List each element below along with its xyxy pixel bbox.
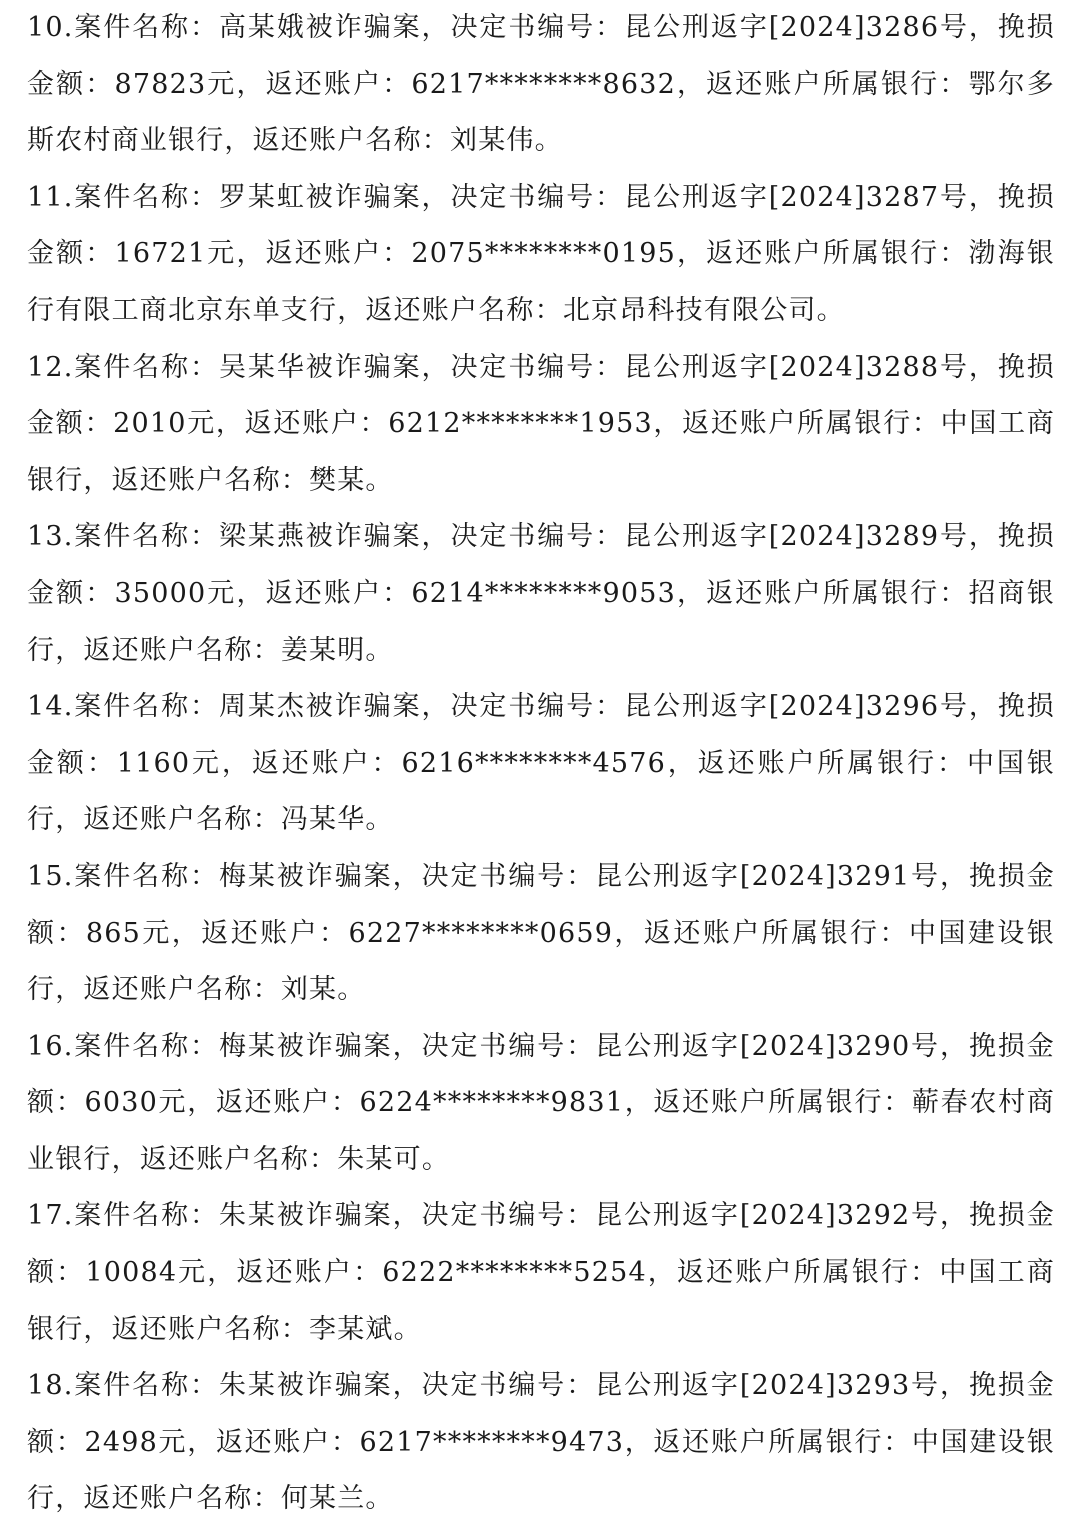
- case-name: 罗某虹被诈骗案，: [218, 181, 451, 213]
- account-label: 返还账户：: [215, 1426, 360, 1458]
- account-number: 2075********0195，: [411, 238, 707, 270]
- entry-number: 15.: [27, 860, 74, 892]
- case-label: 案件名称：: [73, 691, 219, 723]
- account-label: 返还账户：: [265, 68, 412, 100]
- bank-label: 返还账户所属银行：: [706, 68, 969, 100]
- entry-15: [27, 849, 1055, 1019]
- case-name: 高某娥被诈骗案，: [218, 12, 451, 43]
- bank-label: 返还账户所属银行：: [653, 1087, 912, 1119]
- case-label: 案件名称：: [73, 1370, 219, 1402]
- account-number: 6217********9473，: [359, 1426, 654, 1458]
- account-number: 6216********4576，: [401, 747, 698, 779]
- account-number: 6222********5254，: [382, 1257, 677, 1289]
- account-number: 6214********9053，: [411, 577, 707, 609]
- amount-label: 挽损金额：: [27, 1370, 1056, 1458]
- case-label: 案件名称：: [73, 351, 219, 383]
- case-label: 案件名称：: [73, 521, 219, 553]
- bank-name: 中国银行，: [27, 747, 1056, 836]
- holder-label: 返还账户名称：: [83, 804, 281, 836]
- holder-name: 北京昂科技有限公司。: [562, 294, 845, 326]
- case-name: 朱某被诈骗案，: [218, 1200, 422, 1232]
- case-name: 周某杰被诈骗案，: [218, 691, 451, 723]
- amount-value: 87823元，: [114, 68, 266, 100]
- bank-name: 鄂尔多斯农村商业银行，: [27, 68, 1056, 157]
- amount-label: 挽损金额：: [27, 1200, 1056, 1289]
- bank-name: 中国建设银行，: [27, 1426, 1056, 1515]
- case-name: 朱某被诈骗案，: [218, 1370, 422, 1402]
- case-label: 案件名称：: [73, 12, 219, 43]
- holder-label: 返还账户名称：: [83, 974, 281, 1006]
- bank-name: 招商银行，: [27, 577, 1056, 666]
- entry-number: 16.: [27, 1030, 74, 1062]
- amount-label: 挽损金额：: [27, 521, 1055, 609]
- account-number: 6227********0659，: [348, 917, 644, 949]
- entry-14: [27, 679, 1055, 849]
- account-label: 返还账户：: [265, 577, 412, 609]
- account-number: 6224********9831，: [359, 1087, 654, 1119]
- bank-label: 返还账户所属银行：: [653, 1426, 912, 1458]
- bank-label: 返还账户所属银行：: [643, 917, 909, 949]
- decision-number: 昆公刑返字[2024]3288号，: [624, 351, 998, 383]
- bank-name: 中国工商银行，: [27, 408, 1056, 496]
- entry-number: 11.: [27, 181, 74, 213]
- bank-name: 中国建设银行，: [27, 917, 1055, 1006]
- decision-label: 决定书编号：: [421, 1370, 596, 1402]
- decision-number: 昆公刑返字[2024]3292号，: [595, 1200, 969, 1232]
- account-label: 返还账户：: [215, 1087, 360, 1119]
- holder-name: 樊某。: [309, 464, 394, 496]
- amount-label: 挽损金额：: [27, 351, 1055, 440]
- account-label: 返还账户：: [251, 747, 402, 779]
- holder-label: 返还账户名称：: [83, 634, 281, 666]
- entry-17: [27, 1188, 1055, 1358]
- entry-11: [27, 170, 1055, 340]
- account-label: 返还账户：: [201, 917, 349, 949]
- amount-label: 挽损金额：: [27, 860, 1056, 949]
- account-number: 6212********1953，: [388, 408, 683, 440]
- decision-number: 昆公刑返字[2024]3287号，: [624, 181, 998, 213]
- bank-label: 返还账户所属银行：: [697, 747, 967, 779]
- account-number: 6217********8632，: [411, 68, 707, 100]
- amount-label: 挽损金额：: [27, 691, 1055, 779]
- decision-label: 决定书编号：: [450, 691, 625, 723]
- case-label: 案件名称：: [73, 1030, 219, 1062]
- amount-label: 挽损金额：: [27, 1030, 1056, 1119]
- amount-value: 865元，: [85, 917, 202, 949]
- account-label: 返还账户：: [236, 1257, 383, 1289]
- entry-18: [27, 1358, 1055, 1528]
- amount-value: 1160元，: [116, 747, 252, 779]
- decision-label: 决定书编号：: [450, 12, 625, 43]
- bank-label: 返还账户所属银行：: [706, 238, 969, 270]
- decision-label: 决定书编号：: [421, 860, 596, 892]
- amount-label: 挽损金额：: [27, 181, 1055, 270]
- bank-name: 中国工商银行，: [27, 1257, 1055, 1345]
- account-label: 返还账户：: [265, 238, 412, 270]
- amount-value: 2498元，: [84, 1426, 216, 1458]
- amount-value: 10084元，: [85, 1257, 237, 1289]
- holder-label: 返还账户名称：: [83, 1483, 281, 1515]
- entry-number: 10.: [27, 12, 74, 43]
- holder-label: 返还账户名称：: [365, 294, 563, 326]
- holder-label: 返还账户名称：: [111, 464, 310, 496]
- amount-value: 35000元，: [114, 577, 266, 609]
- entry-number: 18.: [27, 1370, 74, 1402]
- bank-label: 返还账户所属银行：: [676, 1257, 940, 1289]
- decision-number: 昆公刑返字[2024]3291号，: [595, 860, 969, 892]
- case-name: 吴某华被诈骗案，: [218, 351, 451, 383]
- account-label: 返还账户：: [244, 408, 389, 440]
- entry-number: 12.: [27, 351, 74, 383]
- decision-number: 昆公刑返字[2024]3289号，: [624, 521, 998, 553]
- holder-label: 返还账户名称：: [139, 1143, 338, 1175]
- decision-number: 昆公刑返字[2024]3296号，: [624, 691, 998, 723]
- holder-name: 李某斌。: [309, 1313, 422, 1345]
- amount-label: 挽损金额：: [27, 12, 1055, 100]
- document-body: [27, 0, 1055, 1528]
- holder-label: 返还账户名称：: [111, 1313, 310, 1345]
- holder-name: 冯某华。: [280, 804, 394, 836]
- decision-label: 决定书编号：: [421, 1030, 596, 1062]
- entry-number: 13.: [27, 521, 74, 553]
- holder-name: 朱某可。: [337, 1143, 451, 1175]
- case-name: 梅某被诈骗案，: [218, 1030, 422, 1062]
- case-name: 梁某燕被诈骗案，: [218, 521, 451, 553]
- holder-name: 何某兰。: [280, 1483, 394, 1515]
- entry-13: [27, 509, 1055, 679]
- holder-name: 姜某明。: [280, 634, 394, 666]
- decision-number: 昆公刑返字[2024]3290号，: [595, 1030, 969, 1062]
- entry-number: 14.: [27, 691, 74, 723]
- decision-label: 决定书编号：: [450, 521, 625, 553]
- case-label: 案件名称：: [73, 181, 219, 213]
- decision-label: 决定书编号：: [450, 351, 625, 383]
- decision-number: 昆公刑返字[2024]3286号，: [624, 12, 998, 43]
- case-name: 梅某被诈骗案，: [218, 860, 422, 892]
- decision-label: 决定书编号：: [450, 181, 625, 213]
- holder-name: 刘某伟。: [450, 125, 563, 157]
- amount-value: 6030元，: [84, 1087, 216, 1119]
- entry-number: 17.: [27, 1200, 74, 1232]
- amount-value: 16721元，: [114, 238, 266, 270]
- decision-number: 昆公刑返字[2024]3293号，: [595, 1370, 969, 1402]
- entry-16: [27, 1019, 1055, 1189]
- amount-value: 2010元，: [113, 408, 245, 440]
- holder-label: 返还账户名称：: [252, 125, 451, 157]
- bank-name: 蕲春农村商业银行，: [27, 1087, 1056, 1175]
- bank-label: 返还账户所属银行：: [682, 408, 941, 440]
- decision-label: 决定书编号：: [421, 1200, 596, 1232]
- entry-10: [27, 0, 1055, 170]
- holder-name: 刘某。: [280, 974, 366, 1006]
- case-label: 案件名称：: [73, 1200, 219, 1232]
- case-label: 案件名称：: [73, 860, 219, 892]
- bank-name: 渤海银行有限工商北京东单支行，: [27, 238, 1056, 326]
- bank-label: 返还账户所属银行：: [706, 577, 969, 609]
- entry-12: [27, 340, 1055, 510]
